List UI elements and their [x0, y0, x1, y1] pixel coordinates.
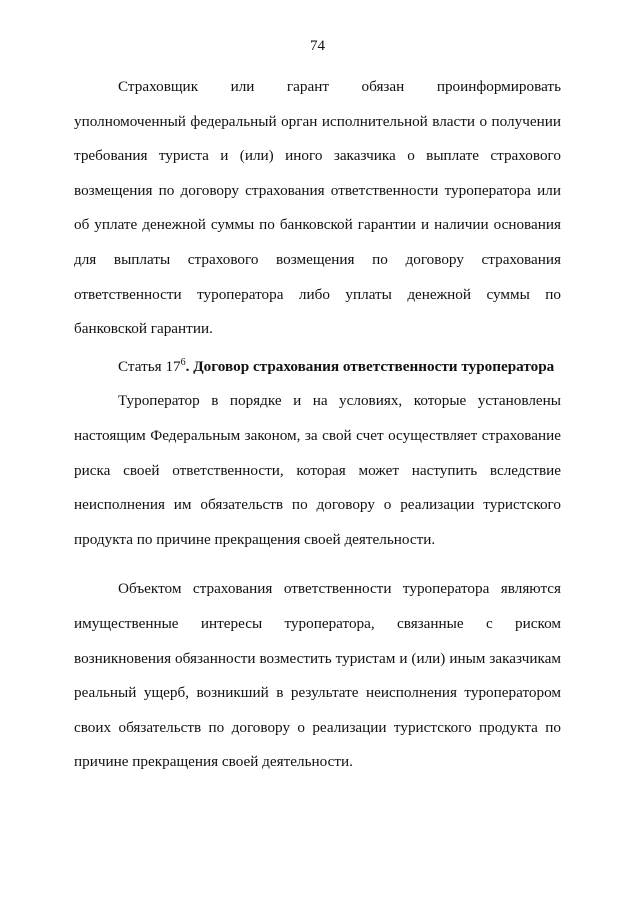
paragraph-insurer-notification: Страховщик или гарант обязан проинформировать уполномоченный федеральный орган исполнительной власти о получении требования туриста и (или) иного заказчика о выплате страхового возмещения по договору страхования ответственности туроператора или об уплате денежной суммы по банковской гарантии и наличии основания для выплаты страхового возмещения по договору страхования ответственности туроператора либо уплаты денежной суммы по банковской гарантии. — [74, 78, 561, 338]
article-title: Договор страхования ответственности туроператора — [193, 357, 555, 375]
paragraph-insurance-object: Объектом страхования ответственности туроператора являются имущественные интересы туроператора, связанные с риском возникновения обязанности возместить туристам и (или) иным заказчикам реальный ущерб, возникший в результате неисполнения туроператором своих обязательств по договору о реализации туристского продукта по причине прекращения своей деятельности. — [74, 580, 561, 771]
article-label: Статья 17 — [118, 357, 181, 375]
article-heading — [74, 350, 561, 385]
article-superscript: 6 — [180, 356, 186, 368]
page-number: 74 — [310, 38, 325, 54]
paragraph-tour-operator-insurance: Туроператор в порядке и на условиях, которые установлены настоящим Федеральным законом, за свой счет осуществляет страхование риска своей ответственности, которая может наступить вследствие неисполнения им обязательств по договору о реализации туристского продукта по причине прекращения своей деятельности. — [74, 392, 561, 548]
article-separator: . — [185, 357, 194, 375]
